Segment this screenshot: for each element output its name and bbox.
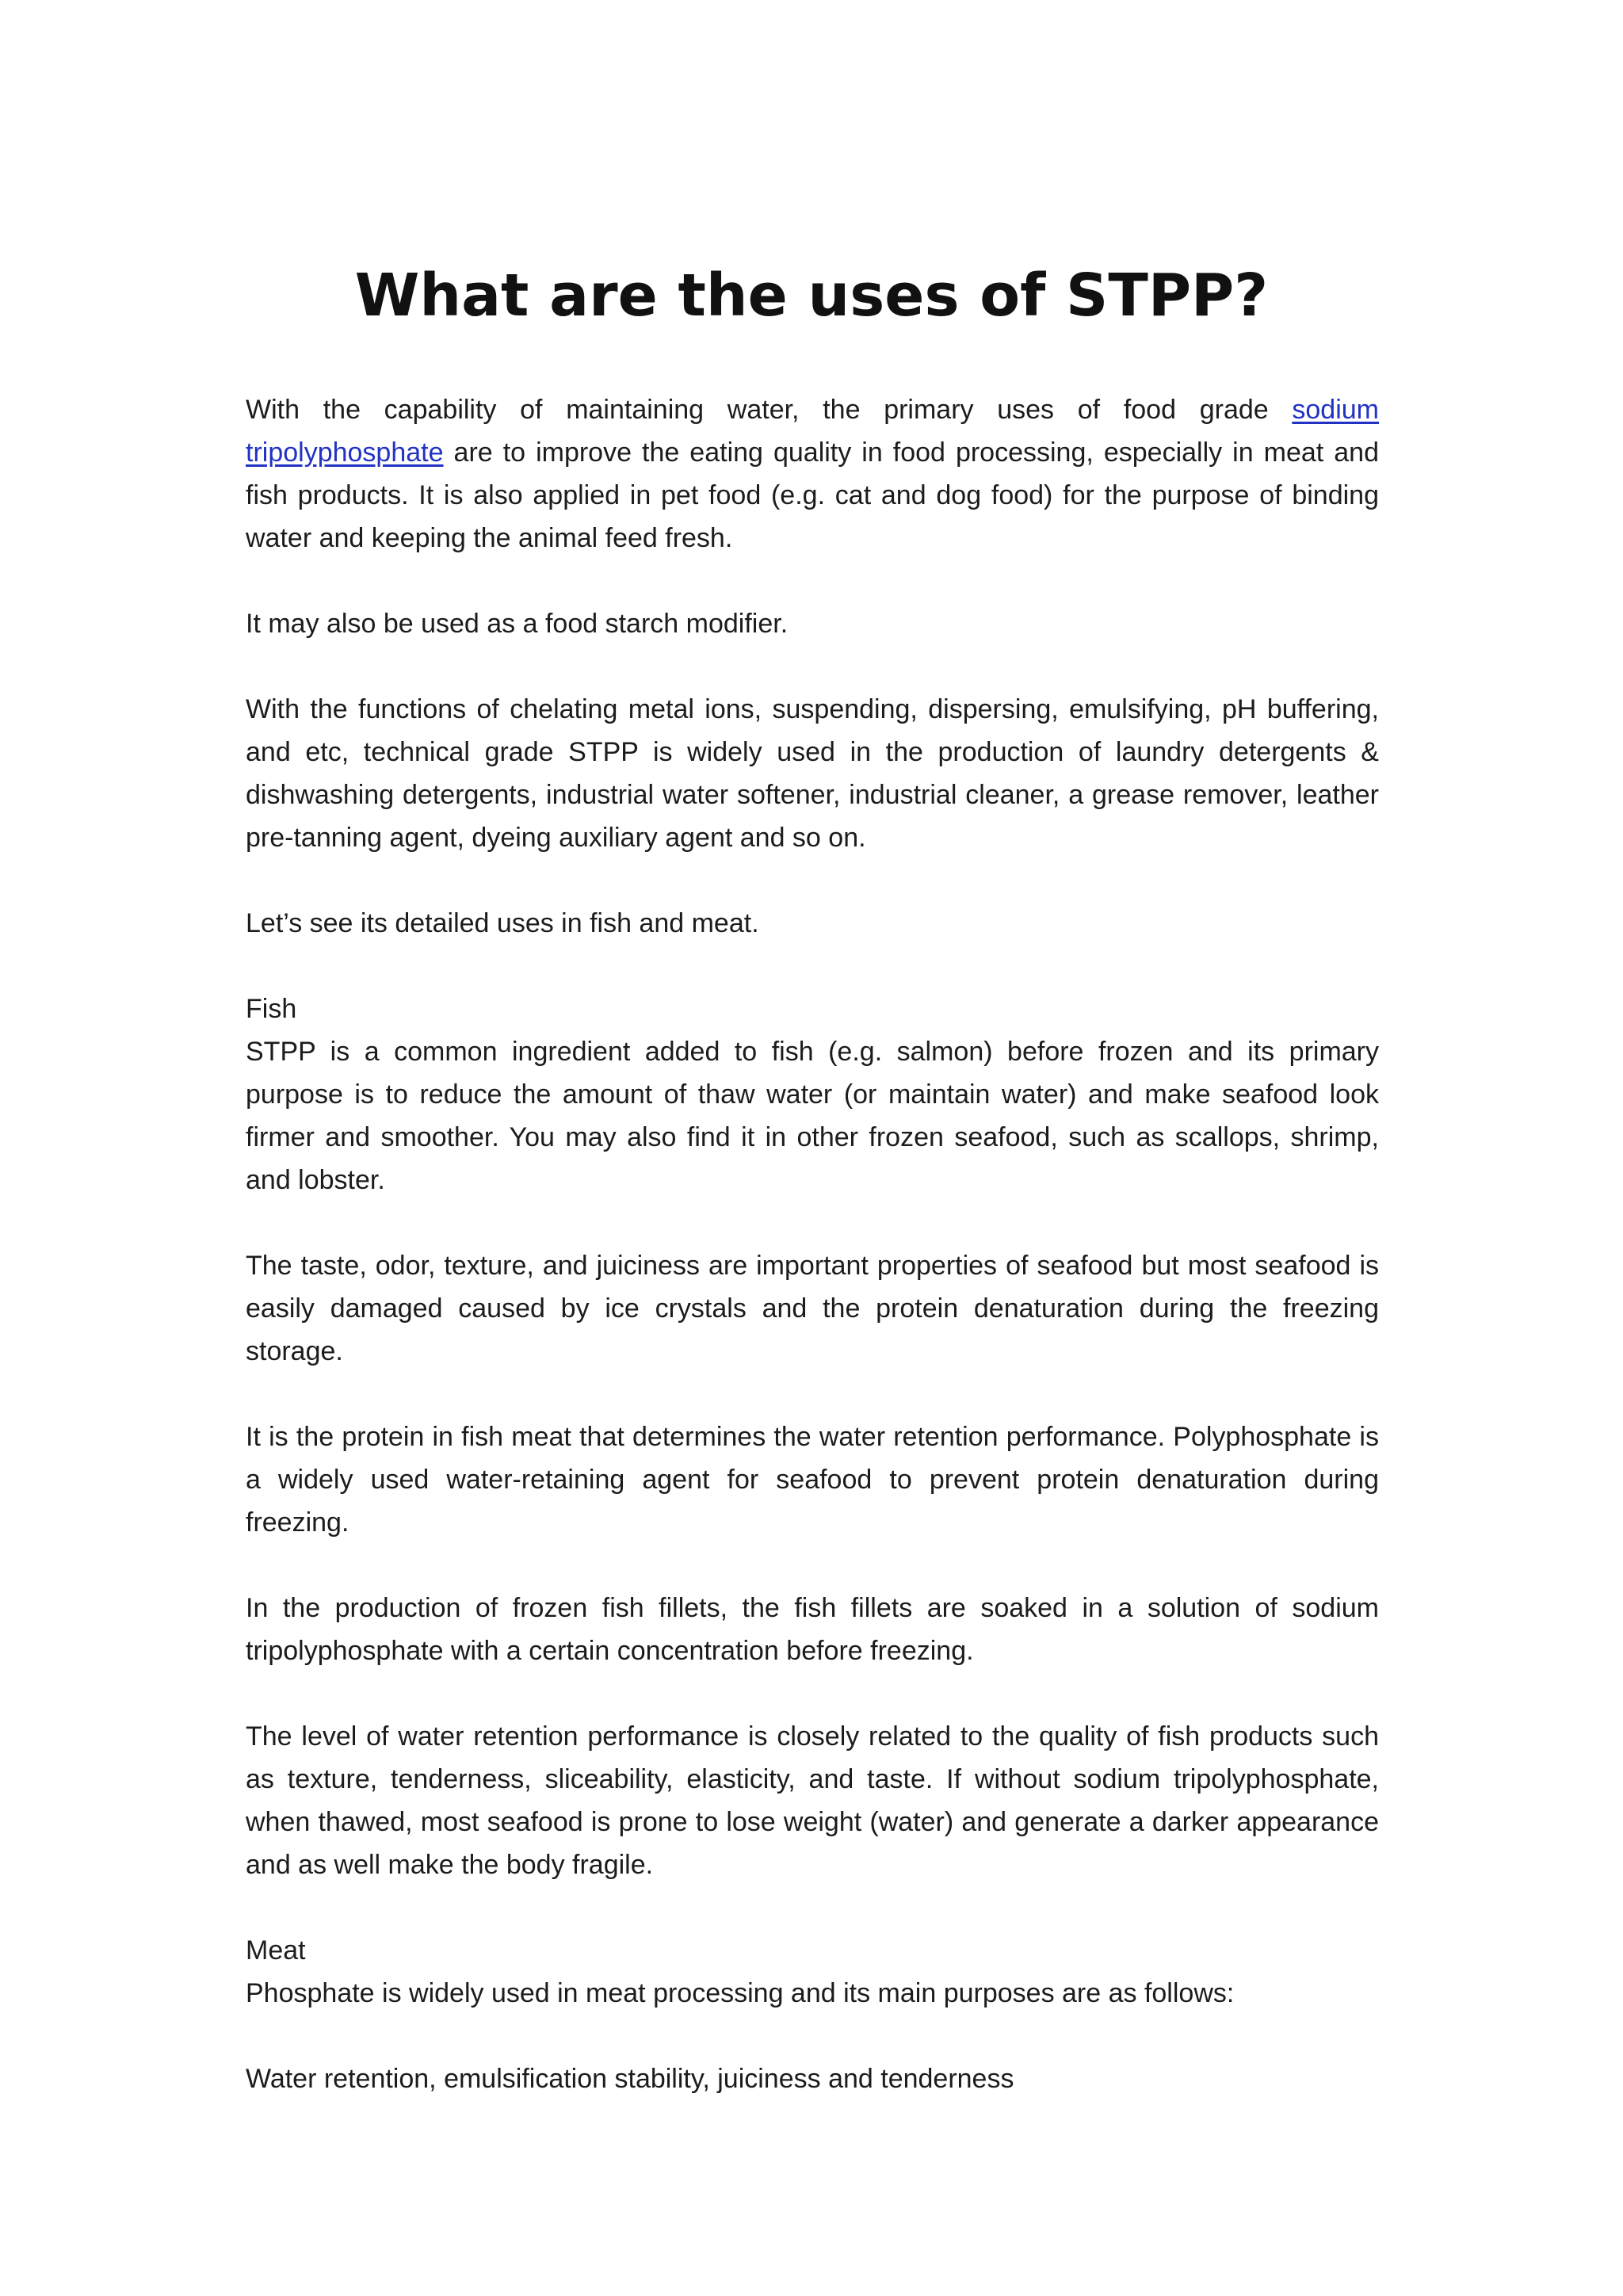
starch-modifier-paragraph: It may also be used as a food starch modifier. bbox=[246, 609, 789, 639]
meat-heading: Meat bbox=[246, 1935, 306, 1966]
sodium-tripolyphosphate-link[interactable]: sodium tripolyphosphate bbox=[246, 395, 1379, 468]
fish-paragraph-2: The taste, odor, texture, and juiciness are important properties of seafood but most seafood is easily damaged caused by ice crystals and the protein denaturation during the freezing storage. bbox=[246, 1251, 1379, 1366]
fish-paragraph-3: It is the protein in fish meat that determines the water retention performance. Polyphosphate is a widely used water-retaining agent for seafood to prevent protein denaturation during freezing. bbox=[246, 1422, 1379, 1538]
article-body bbox=[246, 388, 1379, 2143]
technical-uses-paragraph: With the functions of chelating metal ions, suspending, dispersing, emulsifying, pH buffering, and etc, technical grade STPP is widely used in the production of laundry detergents & dishwashing detergents, industrial water softener, industrial cleaner, a grease remover, leather pre-tanning agent, dyeing auxiliary agent and so on. bbox=[246, 694, 1379, 853]
intro-text-before-link: With the capability of maintaining water, the primary uses of food grade bbox=[246, 395, 1293, 425]
fish-meat-intro-paragraph: Let’s see its detailed uses in fish and meat. bbox=[246, 908, 759, 938]
meat-paragraph-2: Water retention, emulsification stability, juiciness and tenderness bbox=[246, 2064, 1014, 2094]
page-title: What are the uses of STPP? bbox=[354, 262, 1269, 330]
intro-paragraph bbox=[246, 388, 1379, 560]
fish-paragraph-1: STPP is a common ingredient added to fish (e.g. salmon) before frozen and its primary purpose is to reduce the amount of thaw water (or maintain water) and make seafood look firmer and smoother. You may also find it in other frozen seafood, such as scallops, shrimp, and lobster. bbox=[246, 1037, 1379, 1195]
fish-heading: Fish bbox=[246, 994, 297, 1024]
meat-paragraph-1: Phosphate is widely used in meat processing and its main purposes are as follows: bbox=[246, 1978, 1235, 2008]
intro-text-after-link: are to improve the eating quality in food processing, especially in meat and fish products. It is also applied in pet food (e.g. cat and dog food) for the purpose of binding water and keeping the animal feed fresh. bbox=[246, 437, 1379, 553]
fish-paragraph-5: The level of water retention performance is closely related to the quality of fish products such as texture, tenderness, sliceability, elasticity, and taste. If without sodium tripolyphosphate, when thawed, most seafood is prone to lose weight (water) and generate a darker appearance and as well make the body fragile. bbox=[246, 1721, 1379, 1880]
fish-paragraph-4: In the production of frozen fish fillets, the fish fillets are soaked in a solution of sodium tripolyphosphate with a certain concentration before freezing. bbox=[246, 1593, 1379, 1666]
